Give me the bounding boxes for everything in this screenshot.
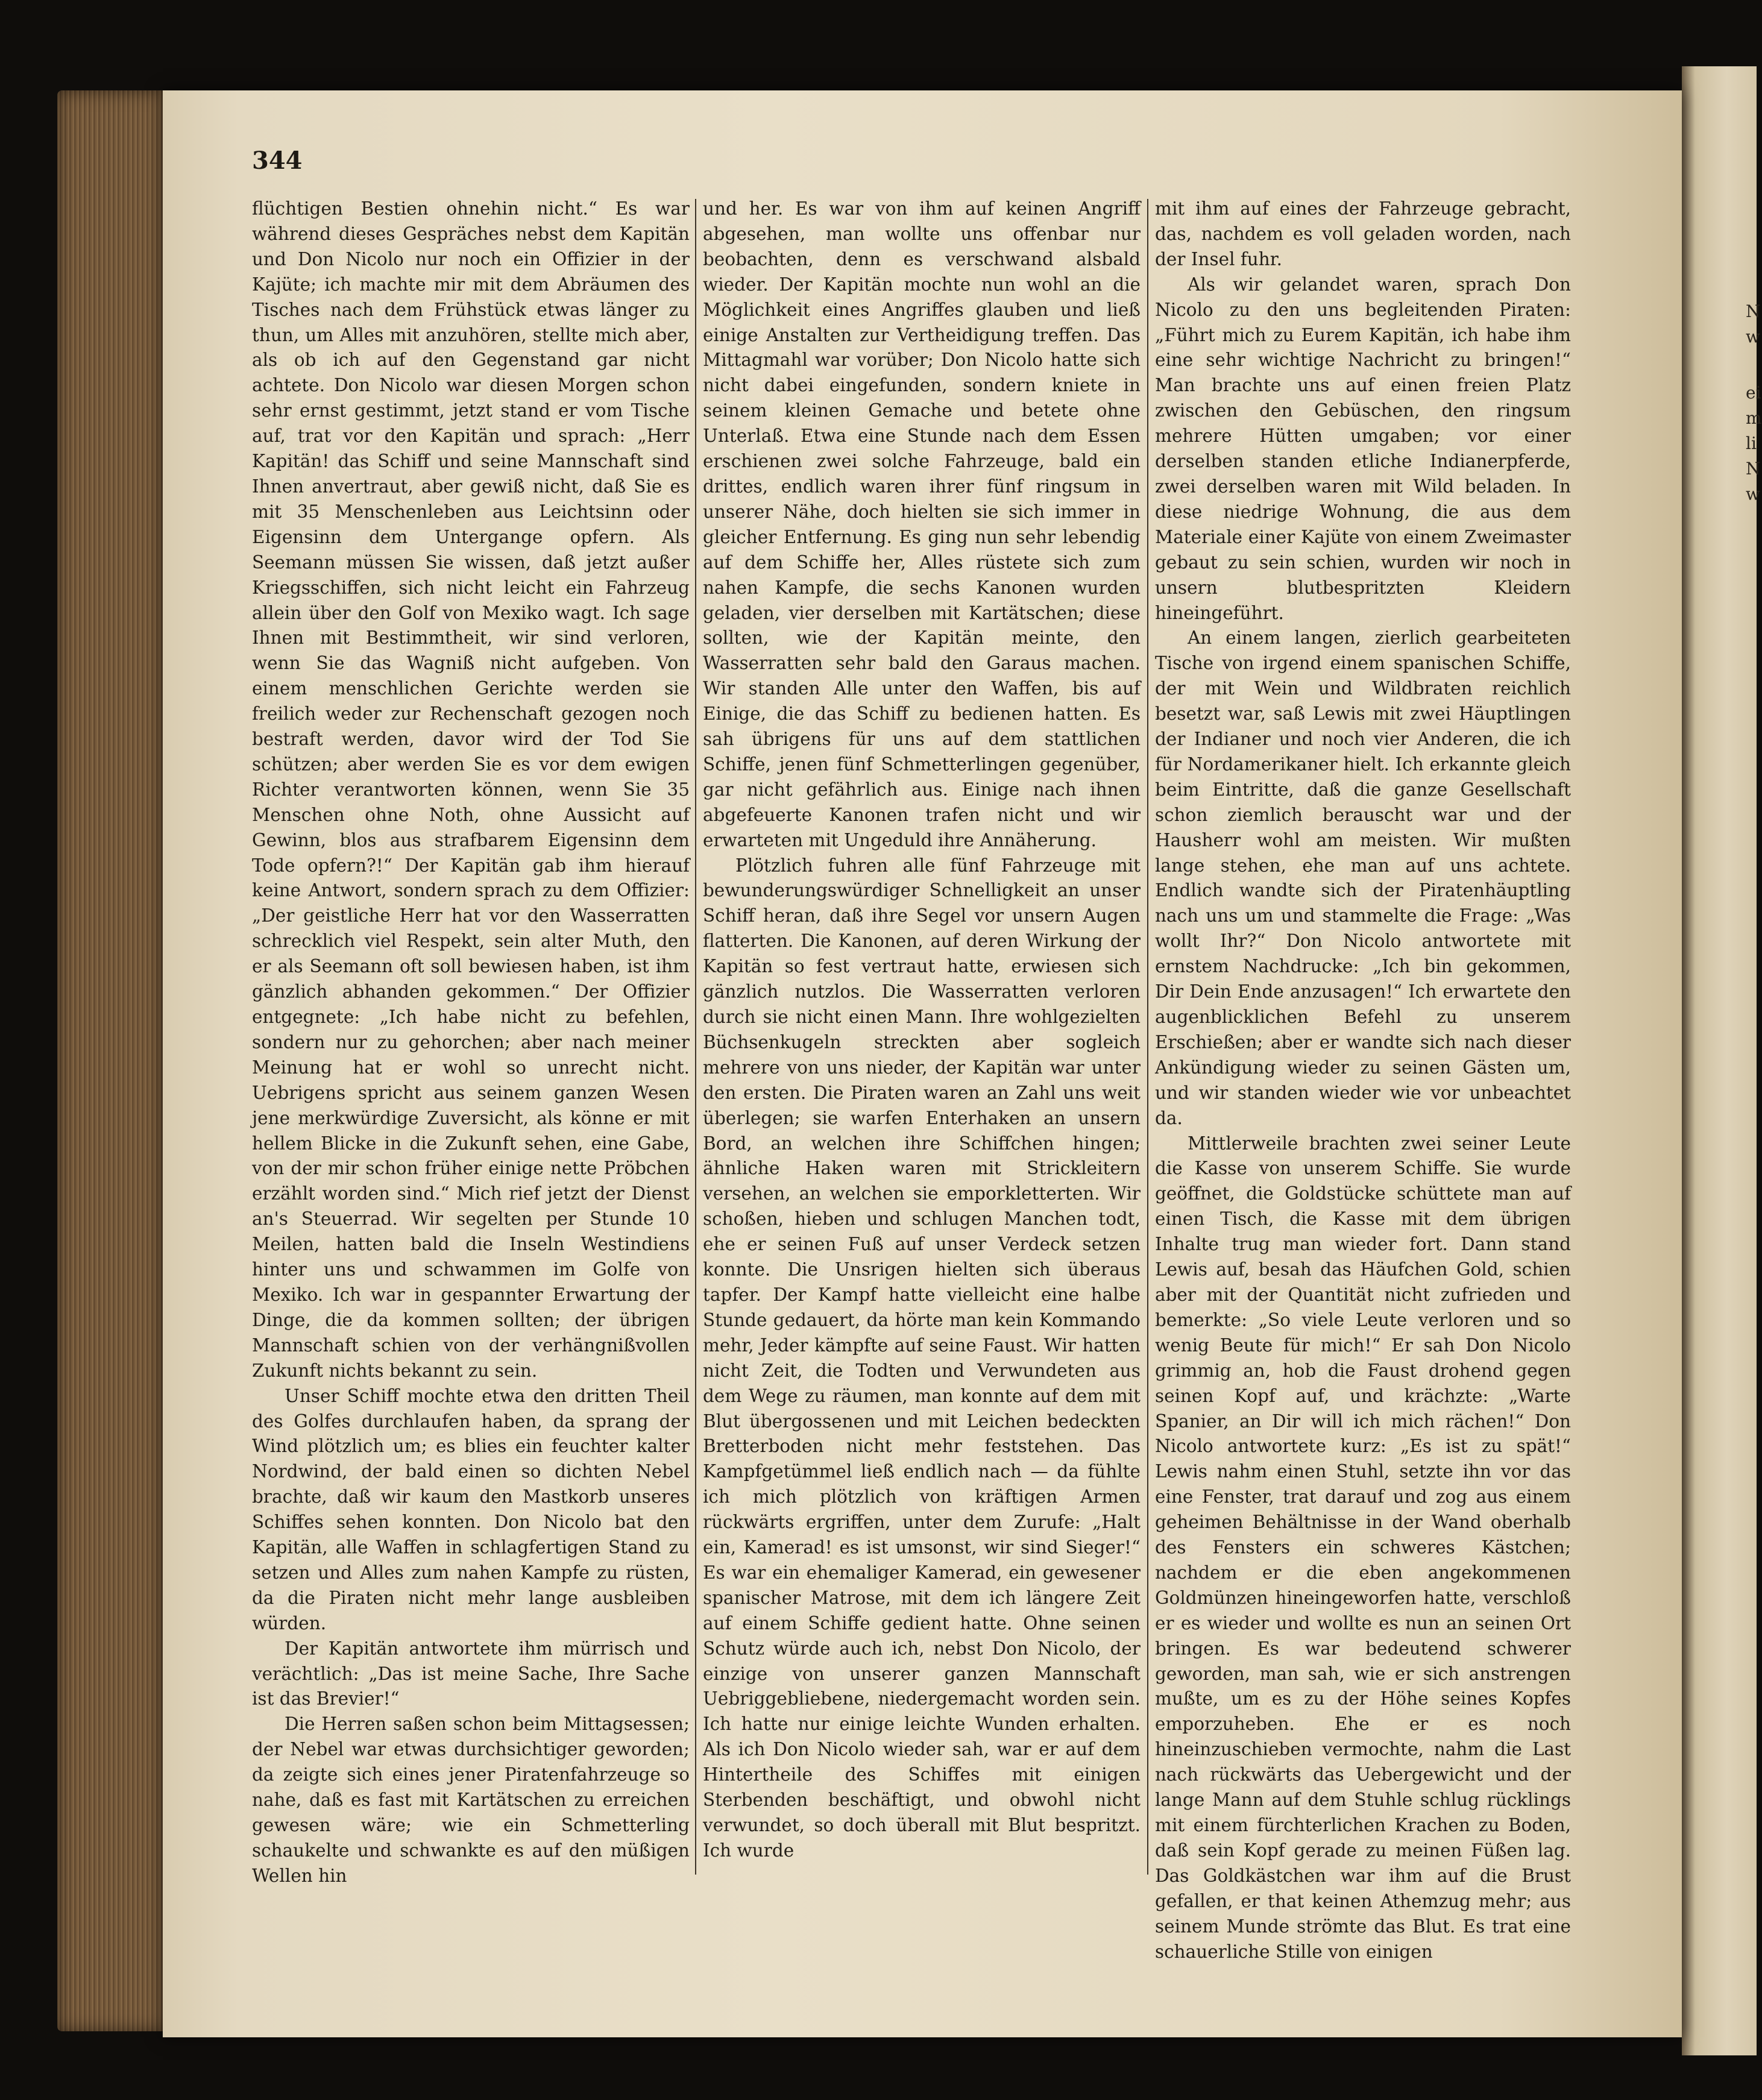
facing-page-edge [1682,66,1762,2055]
page-edges [57,90,172,2031]
paragraph: flüchtigen Bestien ohnehin nicht.“ Es war während dieses Gespräches nebst dem Kapitän und Don Nicolo nur noch ein Offizier in der Kajüte; ich machte mir mit dem Abräumen des Tisches nach dem Frühstück etwas länger zu thun, um Alles mit anzuhören, stellte mich aber, als ob ich auf den Gegenstand gar nicht achtete. Don Nicolo war diesen Morgen schon sehr ernst gestimmt, jetzt stand er vom Tische auf, trat vor den Kapitän und sprach: „Herr Kapitän! das Schiff und seine Mannschaft sind Ihnen anvertraut, aber gewiß nicht, daß Sie es mit 35 Menschenleben aus Leichtsinn oder Eigensinn dem Untergange opfern. Als Seemann müssen Sie wissen, daß jetzt außer Kriegsschiffen, sich nicht leicht ein Fahrzeug allein über den Golf von Mexiko wagt. Ich sage Ihnen mit Bestimmtheit, wir sind verloren, wenn Sie das Wagniß nicht aufgeben. Von einem menschlichen Gerichte werden sie freilich weder zur Rechenschaft gezogen noch bestraft werden, davor wird der Tod Sie schützen; aber werden Sie es vor dem ewigen Richter verantworten können, wenn Sie 35 Menschen ohne Noth, ohne Aussicht auf Gewinn, blos aus strafbarem Eigensinn dem Tode opfern?!“ Der Kapitän gab ihm hierauf keine Antwort, sondern sprach zu dem Offizier: „Der geistliche Herr hat vor den Wasserratten schrecklich viel Respekt, sein alter Muth, den er als Seemann oft soll bewiesen haben, ist ihm gänzlich abhanden gekommen.“ Der Offizier entgegnete: „Ich habe nicht zu befehlen, sondern nur zu gehorchen; aber nach meiner Meinung hat er wohl so unrecht nicht. Uebrigens spricht aus seinem ganzen Wesen jene merkwürdige Zuversicht, als könne er mit hellem Blicke in die Zukunft sehen, eine Gabe, von der mir schon früher einige nette Pröbchen erzählt worden sind.“ Mich rief jetzt der Dienst an's Steuerrad. Wir segelten per Stunde 10 Meilen, hatten bald die Inseln Westindiens hinter uns und schwammen im Golfe von Mexiko. Ich war in gespannter Erwartung der Dinge, die da kommen sollten; der übrigen Mannschaft schien von der verhängnißvollen Zukunft nichts bekannt zu sein. [252,198,690,1381]
facing-page-fragment: w [1746,327,1760,347]
paragraph: mit ihm auf eines der Fahrzeuge gebracht, das, nachdem es voll geladen worden, nach der Insel fuhr. [1155,198,1571,269]
paragraph: Die Herren saßen schon beim Mittagsessen; der Nebel war etwas durchsichtiger geworden; da zeigte sich eines jener Piratenfahrzeuge so nahe, daß es fast mit Kartätschen zu erreichen gewesen wäre; wie ein Schmetterling schaukelte und schwankte es auf den müßigen Wellen hin [252,1714,690,1886]
text-column-1 [252,196,690,1975]
column-rule [1147,199,1148,1875]
paragraph: Der Kapitän antwortete ihm mürrisch und verächtlich: „Das ist meine Sache, Ihre Sache ist das Brevier!“ [252,1638,690,1709]
text-column-3 [1155,196,1571,1975]
text-column-2 [703,196,1141,1975]
paragraph: An einem langen, zierlich gearbeiteten Tische von irgend einem spanischen Schiffe, der mit Wein und Wildbraten reichlich besetzt war, saß Lewis mit zwei Häuptlingen der Indianer und noch vier Anderen, die ich für Nordamerikaner hielt. Ich erkannte gleich beim Eintritte, daß die ganze Gesellschaft schon ziemlich berauscht war und der Hausherr wohl am meisten. Wir mußten lange stehen, ehe man auf uns achtete. Endlich wandte sich der Piratenhäuptling nach uns um und stammelte die Frage: „Was wollt Ihr?“ Don Nicolo antwortete mit ernstem Nachdrucke: „Ich bin gekommen, Dir Dein Ende anzusagen!“ Ich erwartete den augenblicklichen Befehl zu unserem Erschießen; aber er wandte sich nach dieser Ankündigung wieder zu seinen Gästen um, und wir standen wieder wie vor unbeachtet da. [1155,627,1571,1128]
paragraph: Als wir gelandet waren, sprach Don Nicolo zu den uns begleitenden Piraten: „Führt mich zu Eurem Kapitän, ich habe ihm eine sehr wichtige Nachricht zu bringen!“ Man brachte uns auf einen freien Platz zwischen den Gebüschen, den ringsum mehrere Hütten umgaben; vor einer derselben standen etliche Indianerpferde, zwei derselben waren mit Wild beladen. In diese niedrige Wohnung, die aus dem Materiale einer Kajüte von einem Zweimaster gebaut zu sein schien, wurden wir noch in unsern blutbespritzten Kleidern hineingeführt. [1155,274,1571,623]
page-number: 344 [252,146,303,175]
facing-page-fragment: ei [1746,383,1761,403]
facing-page-fragment: m [1746,408,1762,428]
column-rule [695,199,696,1875]
facing-page-fragment: w [1746,484,1760,504]
facing-page-fragment: li [1746,433,1757,453]
facing-page-fragment: N [1746,459,1761,479]
paragraph: und her. Es war von ihm auf keinen Angriff abgesehen, man wollte uns offenbar nur beobachten, denn es verschwand alsbald wieder. Der Kapitän mochte nun wohl an die Möglichkeit eines Angriffes glauben und ließ einige Anstalten zur Vertheidigung treffen. Das Mittagmahl war vorüber; Don Nicolo hatte sich nicht dabei eingefunden, sondern kniete in seinem kleinen Gemache und betete ohne Unterlaß. Etwa eine Stunde nach dem Essen erschienen zwei solche Fahrzeuge, bald ein drittes, endlich waren ihrer fünf ringsum in unserer Nähe, doch hielten sie sich immer in gleicher Entfernung. Es ging nun sehr lebendig auf dem Schiffe her, Alles rüstete sich zum nahen Kampfe, die sechs Kanonen wurden geladen, vier derselben mit Kartätschen; diese sollten, wie der Kapitän meinte, den Wasserratten sehr bald den Garaus machen. Wir standen Alle unter den Waffen, bis auf Einige, die das Schiff zu bedienen hatten. Es sah übrigens für uns auf dem stattlichen Schiffe, jenen fünf Schmetterlingen gegenüber, gar nicht gefährlich aus. Einige nach ihnen abgefeuerte Kanonen trafen nicht und wir erwarteten mit Ungeduld ihre Annäherung. [703,198,1141,850]
facing-page-fragment: N [1746,301,1761,321]
paragraph: Mittlerweile brachten zwei seiner Leute die Kasse von unserem Schiffe. Sie wurde geöffnet, die Goldstücke schüttete man auf einen Tisch, die Kasse mit dem übrigen Inhalte trug man wieder fort. Dann stand Lewis auf, besah das Häufchen Gold, schien aber mit der Quantität nicht zufrieden und bemerkte: „So viele Leute verloren und so wenig Beute für mich!“ Er sah Don Nicolo grimmig an, hob die Faust drohend gegen seinen Kopf auf, und krächzte: „Warte Spanier, an Dir will ich mich rächen!“ Don Nicolo antwortete kurz: „Es ist zu spät!“ Lewis nahm einen Stuhl, setzte ihn vor das eine Fenster, trat darauf und zog aus einem geheimen Behältnisse in der Wand oberhalb des Fensters ein schweres Kästchen; nachdem er die eben angekommenen Goldmünzen hineingeworfen hatte, verschloß er es wieder und wollte es nun an seinen Ort bringen. Es war bedeutend schwerer geworden, man sah, wie er sich anstrengen mußte, um es zu der Höhe seines Kopfes emporzuheben. Ehe er es noch hineinzuschieben vermochte, nahm die Last nach rückwärts das Uebergewicht und der lange Mann auf dem Stuhle schlug rücklings mit einem fürchterlichen Krachen zu Boden, daß sein Kopf gerade zu meinen Füßen lag. Das Goldkästchen war ihm auf die Brust gefallen, er that keinen Athemzug mehr; aus seinem Munde strömte das Blut. Es trat eine schauerliche Stille von einigen [1155,1133,1571,1962]
paragraph: Unser Schiff mochte etwa den dritten Theil des Golfes durchlaufen haben, da sprang der Wind plötzlich um; es blies ein feuchter kalter Nordwind, der bald einen so dichten Nebel brachte, daß wir kaum den Mastkorb unseres Schiffes sehen konnten. Don Nicolo bat den Kapitän, alle Waffen in schlagfertigen Stand zu setzen und Alles zum nahen Kampfe zu rüsten, da die Piraten nicht mehr lange ausbleiben würden. [252,1385,690,1633]
paragraph: Plötzlich fuhren alle fünf Fahrzeuge mit bewunderungswürdiger Schnelligkeit an unser Schiff heran, daß ihre Segel vor unsern Augen flatterten. Die Kanonen, auf deren Wirkung der Kapitän so fest vertraut hatte, erwiesen sich gänzlich nutzlos. Die Wasserratten verloren durch sie nicht einen Mann. Ihre wohlgezielten Büchsenkugeln streckten aber sogleich mehrere von uns nieder, der Kapitän war unter den ersten. Die Piraten waren an Zahl uns weit überlegen; sie warfen Enterhaken an unsern Bord, an welchen ihre Schiffchen hingen; ähnliche Haken waren mit Strickleitern versehen, an welchen sie emporkletterten. Wir schoßen, hieben und schlugen Manchen todt, ehe er seinen Fuß auf unser Verdeck setzen konnte. Die Unsrigen hielten sich überaus tapfer. Der Kampf hatte vielleicht eine halbe Stunde gedauert, da hörte man kein Kommando mehr, Jeder kämpfte auf seine Faust. Wir hatten nicht Zeit, die Todten und Verwundeten aus dem Wege zu räumen, man konnte auf dem mit Blut übergossenen und mit Leichen bedeckten Bretterboden nicht mehr feststehen. Das Kampfgetümmel ließ endlich nach — da fühlte ich mich plötzlich von kräftigen Armen rückwärts ergriffen, unter dem Zurufe: „Halt ein, Kamerad! es ist umsonst, wir sind Sieger!“ Es war ein ehemaliger Kamerad, ein gewesener spanischer Matrose, mit dem ich längere Zeit auf einem Schiffe gedient hatte. Ohne seinen Schutz würde auch ich, nebst Don Nicolo, der einzige von unserer ganzen Mannschaft Uebriggebliebene, niedergemacht worden sein. Ich hatte nur einige leichte Wunden erhalten. Als ich Don Nicolo wieder sah, war er auf dem Hintertheile des Schiffes mit einigen Sterbenden beschäftigt, und obwohl nicht verwundet, so doch überall mit Blut bespritzt. Ich wurde [703,855,1141,1861]
